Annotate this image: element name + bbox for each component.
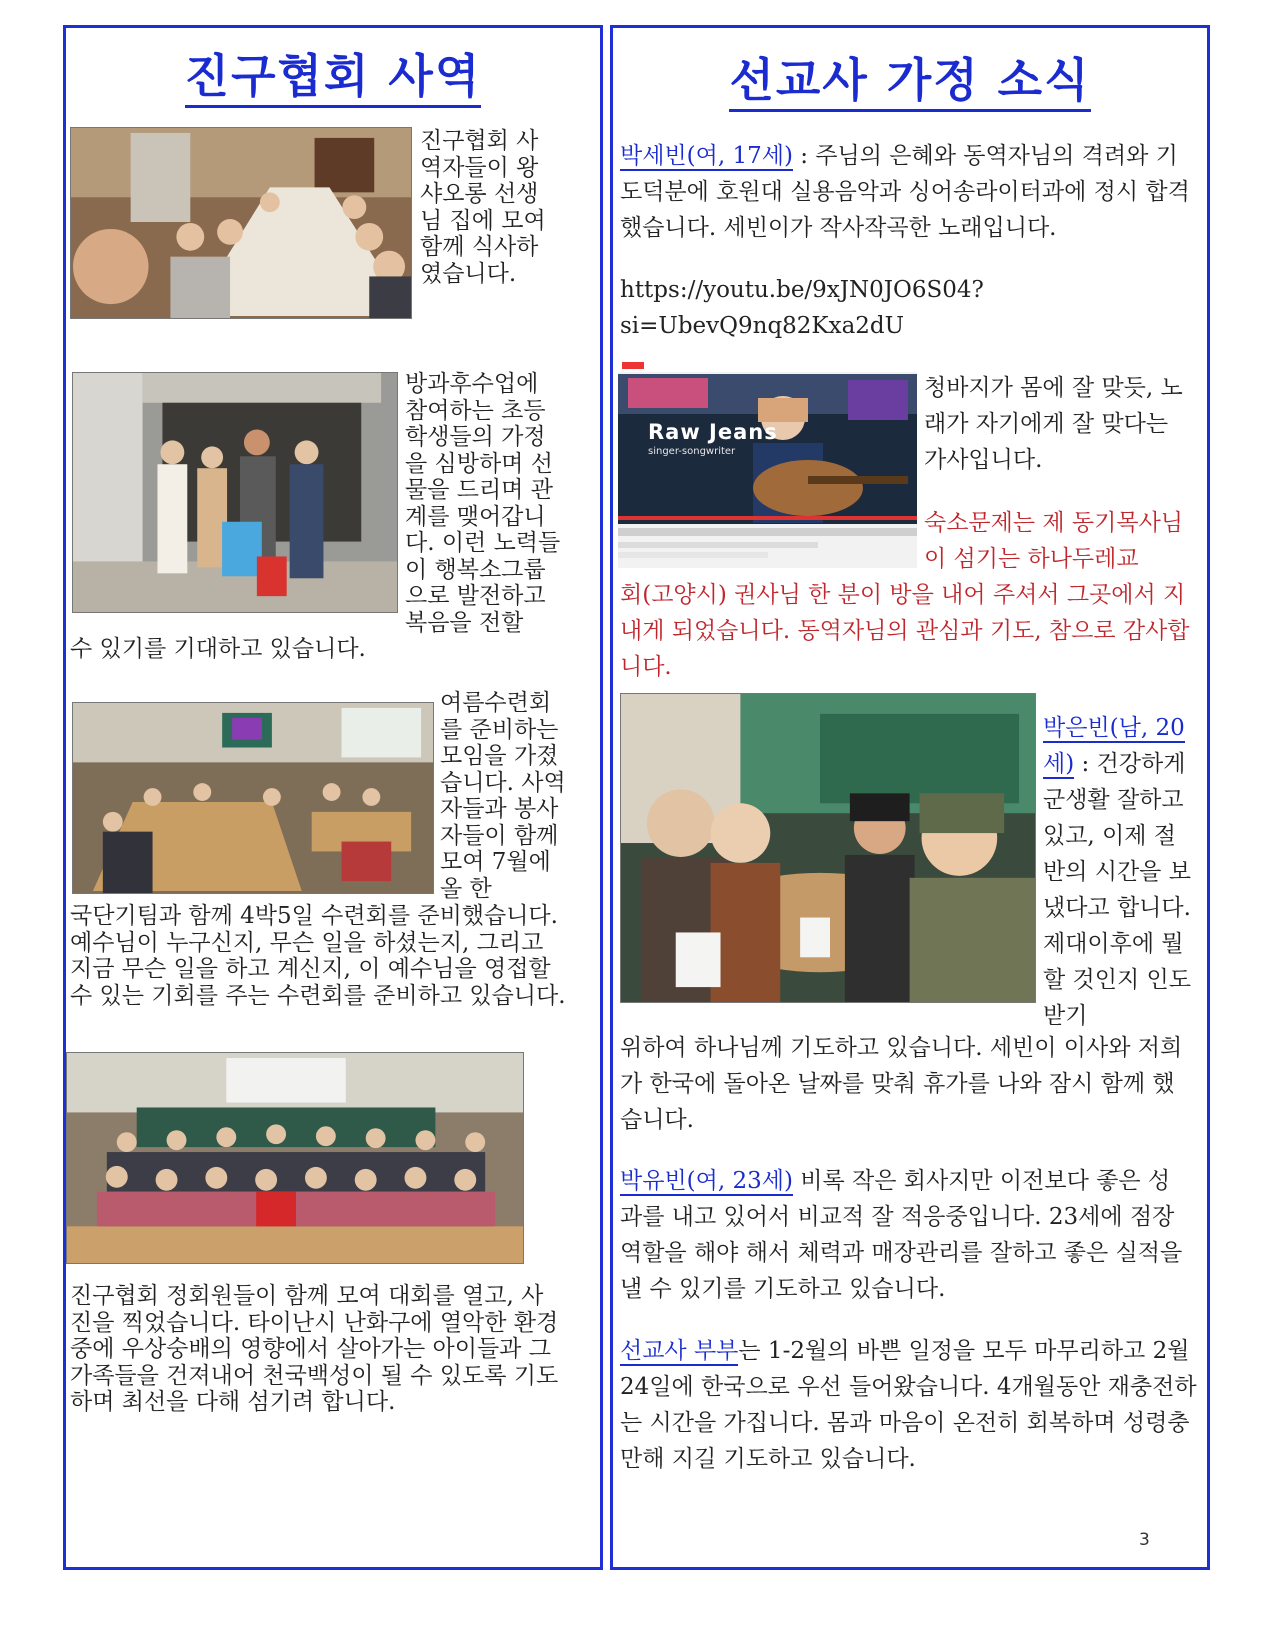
yubin-text: 비록 작은 회사지만 이전보다 좋은 성과를 내고 있어서 비교적 잘 적응중입니다. 23세에 점장 역할을 해야 해서 체력과 매장관리를 잘하고 좋은 실적을 낼 수 있기를 기도하고 있습니다. xyxy=(620,1168,1183,1302)
eunbin-paragraph-full: 위하여 하나님께 기도하고 있습니다. 세빈이 이사와 저희가 한국에 돌아온 날짜를 맞춰 휴가를 나와 잠시 함께 했습니다. xyxy=(620,1035,1183,1133)
video-thumbnail[interactable] xyxy=(618,358,917,568)
page-number: 3 xyxy=(1139,1530,1150,1550)
home-visit-photo xyxy=(72,372,398,613)
right-heading: 선교사 가정 소식 xyxy=(610,44,1210,110)
youtube-link[interactable] xyxy=(620,272,1190,344)
eunbin-paragraph-side xyxy=(1043,710,1193,1034)
sebin-paragraph xyxy=(620,138,1190,246)
youtube-link-line1[interactable]: https://youtu.be/9xJN0JO6S04? xyxy=(620,277,984,303)
video-overlay-sub: singer-songwriter xyxy=(648,446,736,457)
sebin-name: 박세빈(여, 17세) xyxy=(620,143,793,169)
sebin-text: : 주님의 은혜와 동역자님의 격려와 기도덕분에 호원대 실용음악과 싱어송라이터과에 정시 합격했습니다. 세빈이가 작사작곡한 노래입니다. xyxy=(620,143,1190,241)
dorm-note-full: 회(고양시) 권사님 한 분이 방을 내어 주셔서 그곳에서 지내게 되었습니다. 동역자님의 관심과 기도, 참으로 감사합니다. xyxy=(620,582,1190,680)
summer-meeting-caption-side: 여름수련회를 준비하는 모임을 가졌습니다. 사역자들과 봉사자들이 함께 모여 7월에 올 한 xyxy=(440,690,566,902)
yubin-name: 박유빈(여, 23세) xyxy=(620,1168,793,1194)
family-cafe-photo xyxy=(620,693,1036,1003)
couple-text: 는 1-2월의 바쁜 일정을 모두 마무리하고 2월 24일에 한국으로 우선 들어왔습니다. 4개월동안 재충전하는 시간을 가집니다. 몸과 마음이 온전히 회복하며 성령충만해 지길 기도하고 있습니다. xyxy=(620,1338,1197,1472)
eunbin-text-side: : 건강하게 군생활 잘하고 있고, 이제 절반의 시간을 보냈다고 합니다. 제대이후에 뭘 할 것인지 인도받기 xyxy=(1043,751,1191,1029)
group-photo xyxy=(66,1052,524,1264)
summer-meeting-photo xyxy=(72,702,434,894)
summer-meeting-caption-full: 국단기팀과 함께 4박5일 수련회를 준비했습니다. 예수님이 누구신지, 무슨 일을 하셨는지, 그리고 지금 무슨 일을 하고 계신지, 이 예수님을 영접할 수 있는 기회를 주는 수련회를 준비하고 있습니다. xyxy=(70,903,566,1009)
couple-name: 선교사 부부 xyxy=(620,1338,739,1364)
yubin-paragraph xyxy=(620,1163,1190,1307)
video-overlay-title: Raw Jeans xyxy=(648,420,778,444)
dinner-photo xyxy=(70,127,412,319)
youtube-link-line2[interactable]: si=UbevQ9nq82Kxa2dU xyxy=(620,313,905,339)
dinner-caption: 진구협회 사역자들이 왕샤오롱 선생님 집에 모여 함께 식사하였습니다. xyxy=(420,128,546,287)
left-heading: 진구협회 사역 xyxy=(63,40,603,106)
home-visit-caption-full: 수 있기를 기대하고 있습니다. xyxy=(70,636,366,662)
dorm-note-side: 숙소문제는 제 동기목사님이 섬기는 하나두레교 xyxy=(924,510,1184,572)
couple-paragraph xyxy=(620,1333,1200,1477)
home-visit-caption-side: 방과후수업에 참여하는 초등학생들의 가정을 심방하며 선물을 드리며 관계를 맺어갑니다. 이런 노력들이 행복소그룹으로 발전하고 복음을 전할 xyxy=(405,371,561,636)
eunbin-name: 박은빈(남, 20세) xyxy=(1043,715,1185,777)
lyrics-note: 청바지가 몸에 잘 맞듯, 노래가 자기에게 잘 맞다는 가사입니다. xyxy=(924,375,1183,473)
group-photo-caption: 진구협회 정회원들이 함께 모여 대회를 열고, 사진을 찍었습니다. 타이난시 난화구에 열악한 환경 중에 우상숭배의 영향에서 살아가는 아이들과 그 가족들을 건져내어 천국백성이 될 수 있도록 기도하며 최선을 다해 섬기려 합니다. xyxy=(70,1283,559,1415)
